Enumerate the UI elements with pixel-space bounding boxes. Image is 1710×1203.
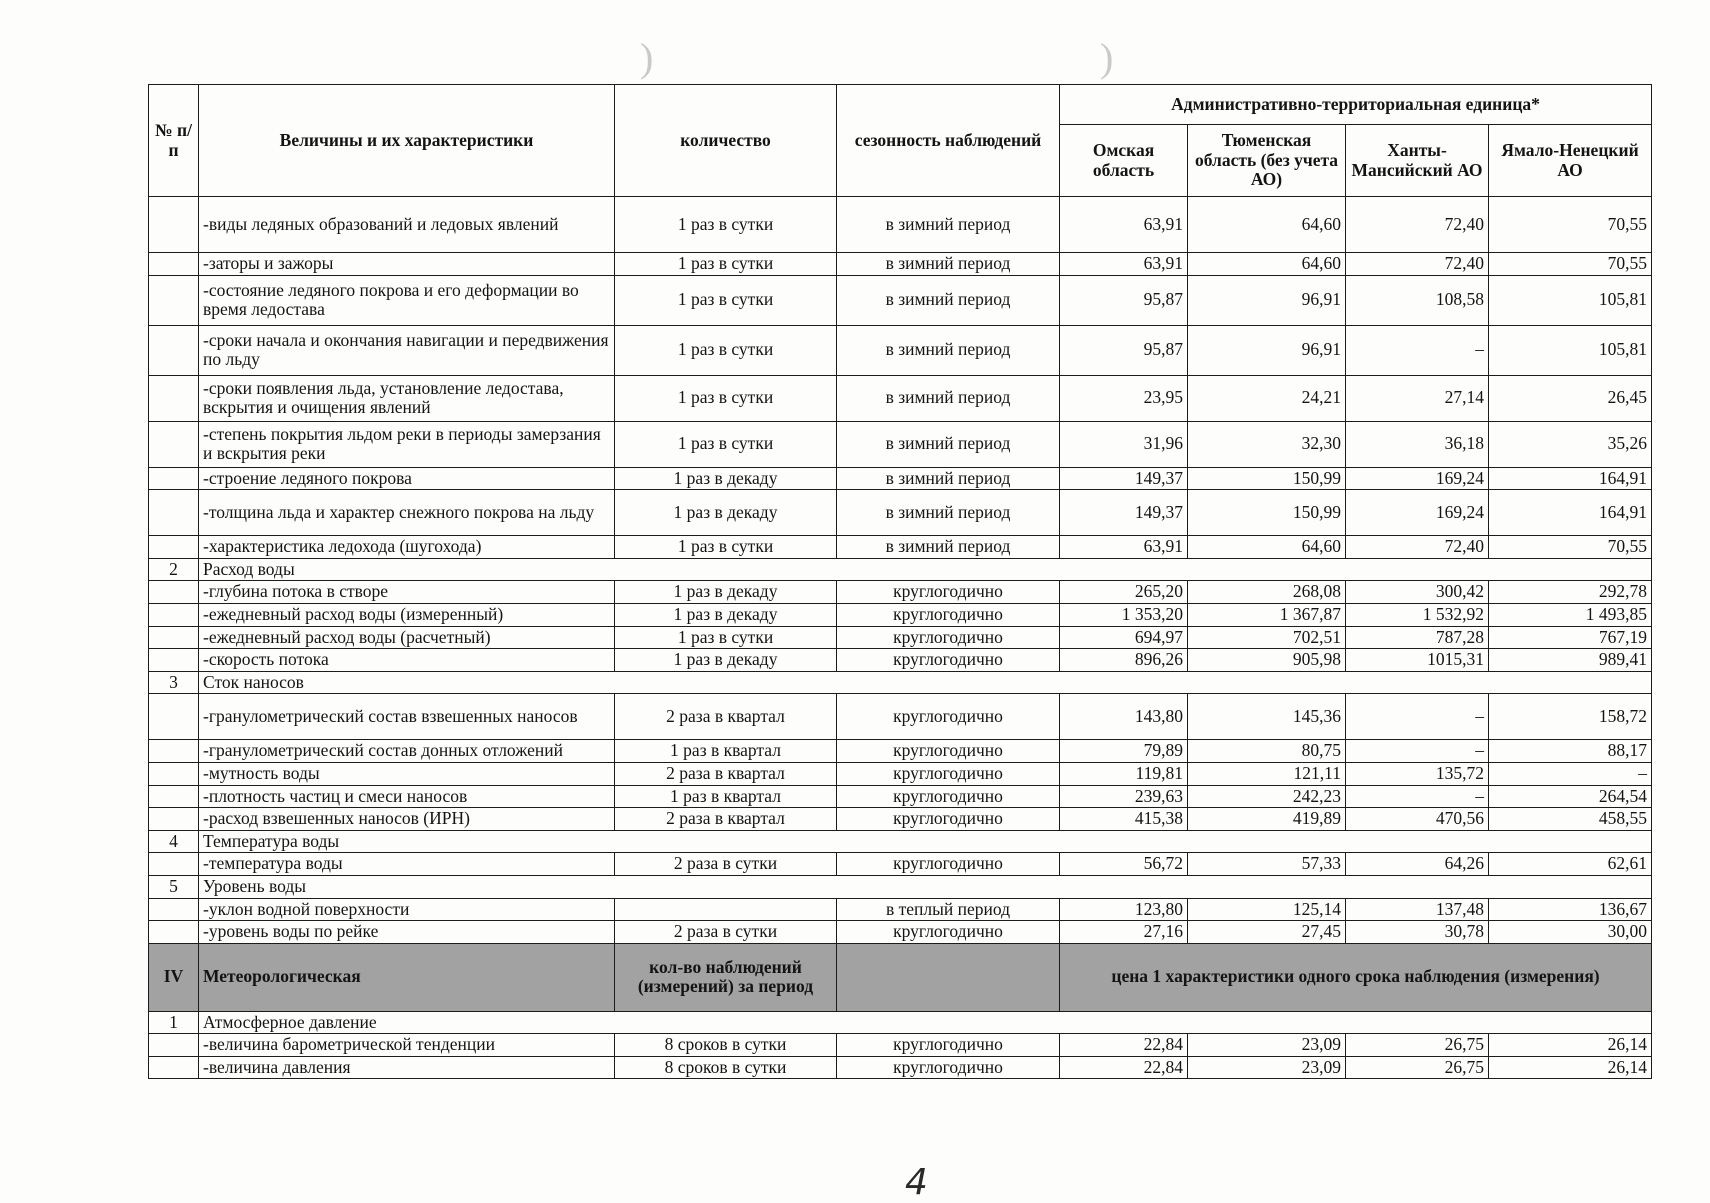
price-omsk: 63,91 [1060,253,1188,276]
price-khmao: 72,40 [1346,197,1489,253]
price-tyumen: 24,21 [1188,375,1346,421]
group-number: 3 [149,671,199,694]
price-yanao: 264,54 [1489,785,1652,808]
row-number [149,921,199,944]
row-number [149,853,199,876]
seasonality: в зимний период [837,421,1060,467]
group-row [149,875,1652,898]
price-omsk: 239,63 [1060,785,1188,808]
price-omsk: 23,95 [1060,375,1188,421]
table-row [149,898,1652,921]
group-number: 4 [149,830,199,853]
scan-artifact-left: ) [640,35,654,80]
price-yanao: 767,19 [1489,626,1652,649]
price-yanao: 164,91 [1489,490,1652,536]
table-row [149,375,1652,421]
price-yanao: 158,72 [1489,694,1652,740]
table-row [149,325,1652,375]
price-khmao: 27,14 [1346,375,1489,421]
table-row [149,603,1652,626]
price-khmao: 470,56 [1346,808,1489,831]
price-yanao: 105,81 [1489,325,1652,375]
table-row [149,921,1652,944]
price-yanao: 70,55 [1489,536,1652,559]
characteristic-name: -сроки начала и окончания навигации и передвижения по льду [199,325,615,375]
price-omsk: 22,84 [1060,1056,1188,1079]
header-num: № п/п [149,85,199,197]
header-season: сезонность наблюдений [837,85,1060,197]
table-row [149,581,1652,604]
section-band-row [149,943,1652,1011]
quantity: 1 раз в сутки [615,325,837,375]
price-tyumen: 1 367,87 [1188,603,1346,626]
price-tyumen: 80,75 [1188,740,1346,763]
price-omsk: 694,97 [1060,626,1188,649]
price-tyumen: 27,45 [1188,921,1346,944]
group-row [149,558,1652,581]
row-number [149,275,199,325]
price-omsk: 63,91 [1060,197,1188,253]
characteristic-name: -степень покрытия льдом реки в периоды замерзания и вскрытия реки [199,421,615,467]
table-row [149,536,1652,559]
table-row [149,626,1652,649]
characteristic-name: -глубина потока в створе [199,581,615,604]
table-row [149,253,1652,276]
price-khmao: 72,40 [1346,536,1489,559]
price-yanao: 26,45 [1489,375,1652,421]
table-row [149,1034,1652,1057]
quantity [615,898,837,921]
price-yanao: 458,55 [1489,808,1652,831]
table-row [149,275,1652,325]
characteristic-name: -величина давления [199,1056,615,1079]
seasonality: в зимний период [837,325,1060,375]
header-unit-group: Административно-территориальная единица* [1060,85,1652,125]
price-omsk: 143,80 [1060,694,1188,740]
group-number: 5 [149,875,199,898]
price-yanao: 164,91 [1489,467,1652,490]
price-omsk: 149,37 [1060,490,1188,536]
group-title: Сток наносов [199,671,1652,694]
price-khmao: 169,24 [1346,467,1489,490]
data-table [148,84,1652,1079]
quantity: 2 раза в квартал [615,694,837,740]
seasonality: круглогодично [837,853,1060,876]
price-tyumen: 64,60 [1188,536,1346,559]
row-number [149,197,199,253]
row-number [149,325,199,375]
quantity: 2 раза в квартал [615,762,837,785]
row-number [149,603,199,626]
price-yanao: 30,00 [1489,921,1652,944]
seasonality: круглогодично [837,740,1060,763]
price-omsk: 63,91 [1060,536,1188,559]
characteristic-name: -заторы и зажоры [199,253,615,276]
price-tyumen: 145,36 [1188,694,1346,740]
section-price-label: цена 1 характеристики одного срока наблюдения (измерения) [1060,943,1652,1011]
seasonality: круглогодично [837,921,1060,944]
seasonality: в зимний период [837,275,1060,325]
price-yanao: 136,67 [1489,898,1652,921]
group-title: Расход воды [199,558,1652,581]
price-khmao: – [1346,694,1489,740]
seasonality: круглогодично [837,626,1060,649]
price-tyumen: 150,99 [1188,467,1346,490]
quantity: 1 раз в сутки [615,197,837,253]
price-omsk: 95,87 [1060,325,1188,375]
price-tyumen: 96,91 [1188,325,1346,375]
characteristic-name: -уровень воды по рейке [199,921,615,944]
price-khmao: 26,75 [1346,1034,1489,1057]
header-region-omsk: Омская область [1060,125,1188,197]
characteristic-name: -гранулометрический состав донных отложений [199,740,615,763]
seasonality: в зимний период [837,375,1060,421]
characteristic-name: -расход взвешенных наносов (ИРН) [199,808,615,831]
price-khmao: 1015,31 [1346,649,1489,672]
header-qty: количество [615,85,837,197]
price-tyumen: 419,89 [1188,808,1346,831]
price-khmao: 26,75 [1346,1056,1489,1079]
group-row [149,830,1652,853]
characteristic-name: -сроки появления льда, установление ледостава, вскрытия и очищения явлений [199,375,615,421]
seasonality: круглогодично [837,1034,1060,1057]
price-yanao: 62,61 [1489,853,1652,876]
price-omsk: 31,96 [1060,421,1188,467]
row-number [149,581,199,604]
price-omsk: 119,81 [1060,762,1188,785]
quantity: 8 сроков в сутки [615,1034,837,1057]
price-khmao: 64,26 [1346,853,1489,876]
seasonality: круглогодично [837,694,1060,740]
quantity: 1 раз в декаду [615,581,837,604]
table-row [149,421,1652,467]
seasonality: в зимний период [837,197,1060,253]
price-tyumen: 23,09 [1188,1056,1346,1079]
seasonality: круглогодично [837,785,1060,808]
price-khmao: 169,24 [1346,490,1489,536]
group-row [149,671,1652,694]
group-number: 1 [149,1011,199,1034]
quantity: 1 раз в сутки [615,421,837,467]
quantity: 1 раз в квартал [615,740,837,763]
price-yanao: 26,14 [1489,1034,1652,1057]
quantity: 1 раз в декаду [615,649,837,672]
seasonality: в зимний период [837,536,1060,559]
price-khmao: 108,58 [1346,275,1489,325]
characteristic-name: -состояние ледяного покрова и его деформации во время ледостава [199,275,615,325]
row-number [149,536,199,559]
price-khmao: 300,42 [1346,581,1489,604]
characteristic-name: -строение ледяного покрова [199,467,615,490]
price-khmao: 36,18 [1346,421,1489,467]
quantity: 1 раз в сутки [615,626,837,649]
price-khmao: – [1346,325,1489,375]
quantity: 1 раз в сутки [615,253,837,276]
table-body [149,197,1652,1079]
row-number [149,649,199,672]
seasonality: круглогодично [837,581,1060,604]
quantity: 2 раза в квартал [615,808,837,831]
quantity: 1 раз в декаду [615,467,837,490]
price-yanao: 88,17 [1489,740,1652,763]
price-tyumen: 905,98 [1188,649,1346,672]
price-yanao: – [1489,762,1652,785]
seasonality: в теплый период [837,898,1060,921]
group-title: Уровень воды [199,875,1652,898]
table-row [149,1056,1652,1079]
price-tyumen: 268,08 [1188,581,1346,604]
row-number [149,1056,199,1079]
characteristic-name: -температура воды [199,853,615,876]
price-tyumen: 242,23 [1188,785,1346,808]
characteristic-name: -толщина льда и характер снежного покрова на льду [199,490,615,536]
scan-artifact-right: ) [1100,35,1114,80]
quantity: 1 раз в сутки [615,375,837,421]
price-tyumen: 23,09 [1188,1034,1346,1057]
row-number [149,898,199,921]
header-name: Величины и их характеристики [199,85,615,197]
seasonality: круглогодично [837,1056,1060,1079]
price-omsk: 265,20 [1060,581,1188,604]
price-khmao: 787,28 [1346,626,1489,649]
price-omsk: 415,38 [1060,808,1188,831]
characteristic-name: -ежедневный расход воды (измеренный) [199,603,615,626]
seasonality: в зимний период [837,467,1060,490]
seasonality: в зимний период [837,490,1060,536]
characteristic-name: -скорость потока [199,649,615,672]
price-tyumen: 64,60 [1188,197,1346,253]
header-region-yanao: Ямало-Ненецкий АО [1489,125,1652,197]
seasonality: круглогодично [837,808,1060,831]
price-yanao: 1 493,85 [1489,603,1652,626]
price-tyumen: 32,30 [1188,421,1346,467]
characteristic-name: -плотность частиц и смеси наносов [199,785,615,808]
seasonality: в зимний период [837,253,1060,276]
row-number [149,1034,199,1057]
section-qty-label: кол-во наблюдений (измерений) за период [615,943,837,1011]
characteristic-name: -характеристика ледохода (шугохода) [199,536,615,559]
table-row [149,785,1652,808]
price-khmao: 72,40 [1346,253,1489,276]
characteristic-name: -величина барометрической тенденции [199,1034,615,1057]
price-tyumen: 702,51 [1188,626,1346,649]
price-yanao: 292,78 [1489,581,1652,604]
table-row [149,467,1652,490]
table-row [149,197,1652,253]
table-row [149,762,1652,785]
row-number [149,785,199,808]
price-khmao: – [1346,785,1489,808]
group-number: 2 [149,558,199,581]
price-omsk: 95,87 [1060,275,1188,325]
characteristic-name: -мутность воды [199,762,615,785]
price-omsk: 79,89 [1060,740,1188,763]
quantity: 2 раза в сутки [615,853,837,876]
row-number [149,490,199,536]
header-region-tyumen: Тюменская область (без учета АО) [1188,125,1346,197]
price-tyumen: 121,11 [1188,762,1346,785]
row-number [149,467,199,490]
group-title: Атмосферное давление [199,1011,1652,1034]
table-row [149,740,1652,763]
price-tyumen: 57,33 [1188,853,1346,876]
price-tyumen: 96,91 [1188,275,1346,325]
quantity: 8 сроков в сутки [615,1056,837,1079]
group-row [149,1011,1652,1034]
table-row [149,808,1652,831]
quantity: 1 раз в сутки [615,275,837,325]
seasonality: круглогодично [837,603,1060,626]
price-yanao: 35,26 [1489,421,1652,467]
price-tyumen: 125,14 [1188,898,1346,921]
table-row [149,694,1652,740]
row-number [149,694,199,740]
price-khmao: – [1346,740,1489,763]
section-number: IV [149,943,199,1011]
price-khmao: 137,48 [1346,898,1489,921]
price-khmao: 30,78 [1346,921,1489,944]
price-omsk: 896,26 [1060,649,1188,672]
price-tyumen: 64,60 [1188,253,1346,276]
quantity: 1 раз в сутки [615,536,837,559]
price-yanao: 70,55 [1489,253,1652,276]
price-omsk: 56,72 [1060,853,1188,876]
characteristic-name: -виды ледяных образований и ледовых явлений [199,197,615,253]
price-omsk: 149,37 [1060,467,1188,490]
price-omsk: 1 353,20 [1060,603,1188,626]
characteristic-name: -гранулометрический состав взвешенных наносов [199,694,615,740]
price-omsk: 123,80 [1060,898,1188,921]
header-region-khmao: Ханты-Мансийский АО [1346,125,1489,197]
row-number [149,375,199,421]
quantity: 1 раз в декаду [615,490,837,536]
group-title: Температура воды [199,830,1652,853]
row-number [149,421,199,467]
price-yanao: 989,41 [1489,649,1652,672]
characteristic-name: -ежедневный расход воды (расчетный) [199,626,615,649]
quantity: 2 раза в сутки [615,921,837,944]
seasonality: круглогодично [837,649,1060,672]
row-number [149,808,199,831]
characteristic-name: -уклон водной поверхности [199,898,615,921]
table-row [149,490,1652,536]
price-omsk: 22,84 [1060,1034,1188,1057]
price-omsk: 27,16 [1060,921,1188,944]
price-tyumen: 150,99 [1188,490,1346,536]
price-khmao: 1 532,92 [1346,603,1489,626]
table-row [149,649,1652,672]
row-number [149,626,199,649]
page-number: 4 [905,1162,928,1203]
table-row [149,853,1652,876]
quantity: 1 раз в декаду [615,603,837,626]
seasonality: круглогодично [837,762,1060,785]
quantity: 1 раз в квартал [615,785,837,808]
section-empty-cell [837,943,1060,1011]
price-yanao: 70,55 [1489,197,1652,253]
price-yanao: 26,14 [1489,1056,1652,1079]
row-number [149,762,199,785]
price-khmao: 135,72 [1346,762,1489,785]
row-number [149,740,199,763]
price-yanao: 105,81 [1489,275,1652,325]
row-number [149,253,199,276]
section-title: Метеорологическая [199,943,615,1011]
